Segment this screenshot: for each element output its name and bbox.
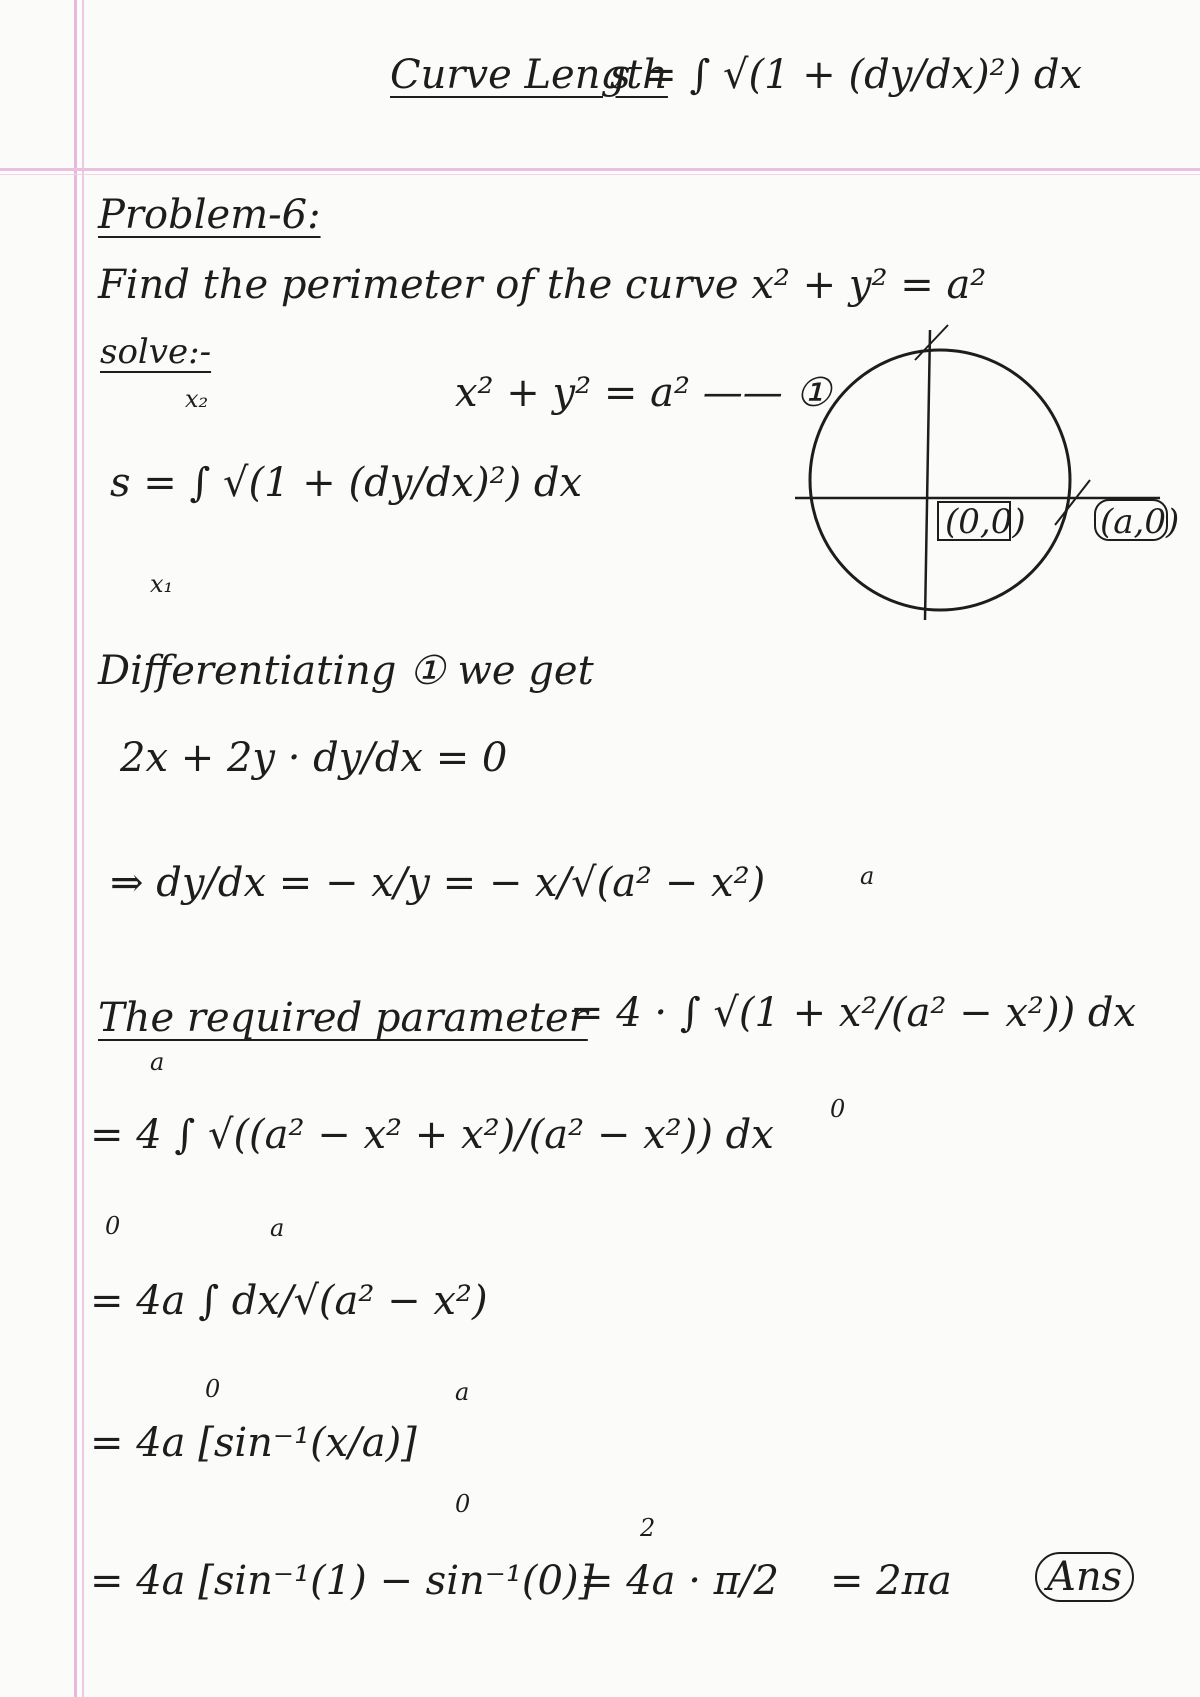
step2-upper-limit: a	[270, 1214, 285, 1242]
axis-mark	[915, 325, 948, 360]
upper-limit: x₂	[185, 385, 209, 413]
problem-statement: Find the perimeter of the curve x² + y² = a²	[98, 262, 987, 308]
final-result: = 2πa	[830, 1558, 952, 1604]
radius-mark	[1055, 480, 1090, 525]
equation-one: x² + y² = a² —— ①	[455, 370, 832, 416]
step4-superscript: 2	[640, 1514, 656, 1542]
header-rule	[0, 168, 1200, 171]
point-label: (a,0)	[1100, 502, 1180, 542]
derivative-equation: 2x + 2y · dy/dx = 0	[120, 735, 508, 781]
answer-badge: Ans	[1035, 1552, 1134, 1602]
integral-lower-limit: 0	[830, 1095, 846, 1123]
differentiating-text: Differentiating ① we get	[98, 648, 594, 694]
step-three: = 4a [sin⁻¹(x/a)]	[90, 1420, 417, 1466]
y-axis	[925, 330, 930, 620]
step3-lower-limit: 0	[455, 1490, 471, 1518]
page-title: Curve Length	[390, 52, 668, 98]
step1-upper-limit: a	[150, 1048, 165, 1076]
lower-limit: x₁	[150, 570, 174, 598]
step-one: = 4 ∫ √((a² − x² + x²)/(a² − x²)) dx	[90, 1112, 774, 1158]
parameter-expression: = 4 · ∫ √(1 + x²/(a² − x²)) dx	[570, 990, 1137, 1036]
header-rule	[0, 174, 1200, 175]
step3-upper-limit: a	[455, 1378, 470, 1406]
integral-upper-limit: a	[860, 862, 875, 890]
circle-shape	[810, 350, 1070, 610]
arc-length-formula: s = ∫ √(1 + (dy/dx)²) dx	[110, 460, 583, 506]
dy-dx-result: ⇒ dy/dx = − x/y = − x/√(a² − x²)	[110, 860, 766, 906]
step-four: = 4a [sin⁻¹(1) − sin⁻¹(0)]	[90, 1558, 595, 1604]
origin-label: (0,0)	[945, 502, 1026, 542]
circle-diagram	[790, 330, 1180, 630]
curve-length-formula: s = ∫ √(1 + (dy/dx)²) dx	[610, 52, 1083, 98]
step-two: = 4a ∫ dx/√(a² − x²)	[90, 1278, 488, 1324]
margin-line	[74, 0, 77, 1697]
step2-lower-limit: 0	[205, 1375, 221, 1403]
problem-heading: Problem-6:	[98, 192, 321, 238]
step1-lower-limit: 0	[105, 1212, 121, 1240]
margin-line	[82, 0, 84, 1697]
step-four-mid: = 4a · π/2	[580, 1558, 779, 1604]
solve-label: solve:-	[100, 332, 212, 372]
required-parameter-label: The required parameter	[98, 995, 588, 1041]
